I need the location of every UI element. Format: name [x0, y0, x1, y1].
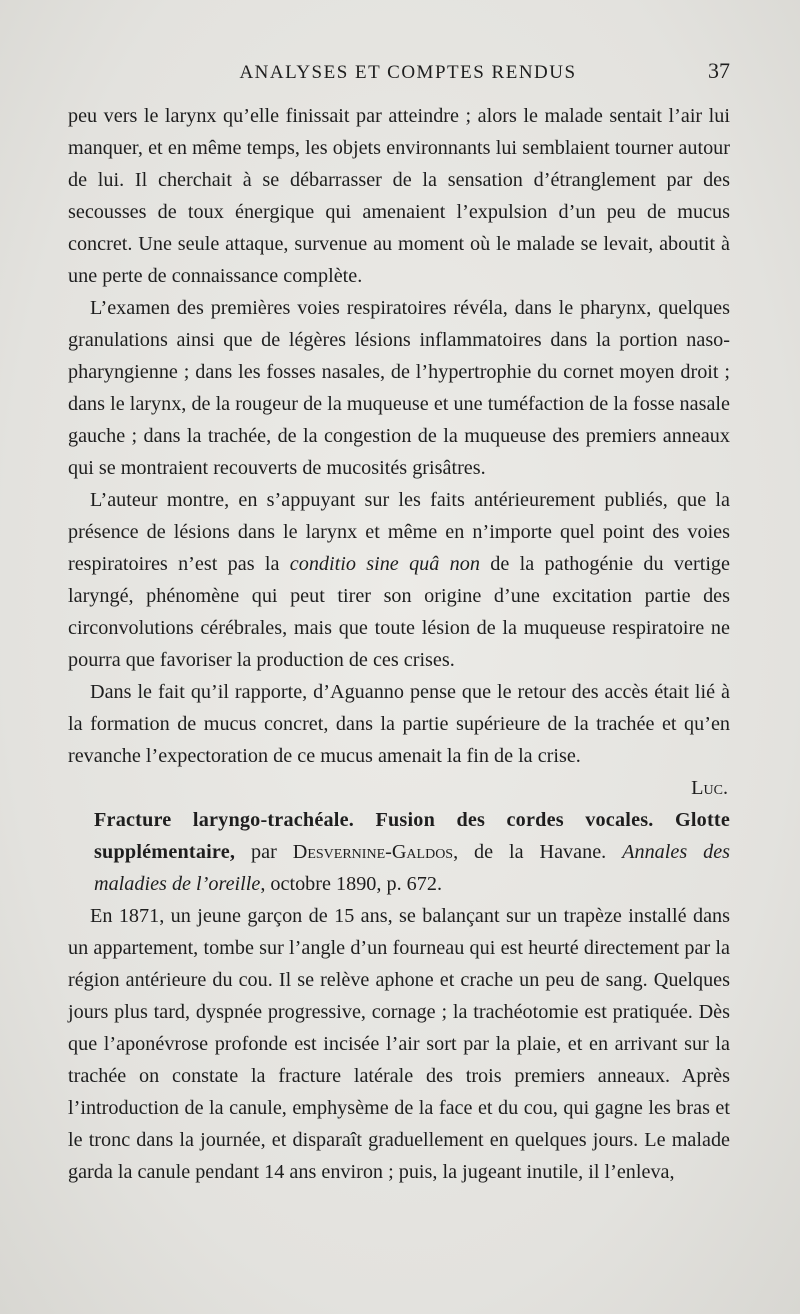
- latin-phrase: conditio sine quâ non: [289, 553, 480, 575]
- paragraph-examination: L’examen des premières voies respiratoires révéla, dans le pharynx, quelques granulations ainsi que de légères lésions inflammatoires dans la portion naso-pharyngienne ; dans les fosses nasales, de l’hypertrophie du cornet moyen droit ; dans le larynx, de la rougeur de la muqueuse et une tuméfaction de la fosse nasale gauche ; dans la trachée, de la congestion de la muqueuse des premiers anneaux qui se montraient recouverts de mucosités grisâtres.: [68, 297, 730, 479]
- journal-name: Annales des maladies de l’oreille: [94, 841, 731, 895]
- page-number: 37: [708, 58, 730, 83]
- running-header: [68, 58, 730, 94]
- paragraph-text: de la pathogénie du vertige laryngé, phénomène qui peut tirer son origine d’une excitation partie des circonvolutions cérébrales, mais que toute lésion de la muqueuse respiratoire ne pourra que favoriser la production de ces crises.: [68, 553, 730, 671]
- article-by: par: [235, 841, 293, 863]
- reviewer-signature: Luc.: [691, 777, 728, 799]
- paragraph-continued: peu vers le larynx qu’elle finissait par atteindre ; alors le malade sentait l’air lui manquer, et en même temps, les objets environnants lui semblaient tourner autour de lui. Il cherchait à se débarrasser de la sensation d’étranglement par des secousses de toux énergique qui amenaient l’expulsion d’un peu de mucus concret. Une seule attaque, survenue au moment où le malade se levait, aboutit à une perte de connaissance complète.: [68, 105, 730, 287]
- article-author: Desvernine-Galdos: [292, 841, 454, 863]
- paragraph-fracture-case: En 1871, un jeune garçon de 15 ans, se balançant sur un trapèze installé dans un appartement, tombe sur l’angle d’un fourneau qui est heurté directement par la région antérieure du cou. Il se relève aphone et crache un peu de sang. Quelques jours plus tard, dyspnée progressive, cornage ; la trachéotomie est pratiquée. Dès que l’aponévrose profonde est incisée l’air sort par la plaie, et en arrivant sur la trachée on constate la fracture latérale des trois premiers anneaux. Après l’introduction de la canule, emphysème de la face et du cou, qui gagne les bras et le tronc dans la journée, et disparaît graduellement en quelques jours. Le malade garda la canule pendant 14 ans environ ; puis, la jugeant inutile, il l’enleva,: [68, 905, 730, 1183]
- article-heading: [68, 804, 730, 900]
- paragraph-case-report: Dans le fait qu’il rapporte, d’Aguanno pense que le retour des accès était lié à la formation de mucus concret, dans la partie supérieure de la trachée et qu’en revanche l’expectoration de ce mucus amenait la fin de la crise.: [68, 681, 730, 767]
- body-text: [68, 100, 730, 1188]
- paragraph-text: L’auteur montre, en s’appuyant sur les faits antérieurement publiés, que la présence de lésions dans le larynx et même en n’importe quel point des voies respiratoires n’est pas la: [68, 489, 730, 575]
- article-place: , de la Havane.: [453, 841, 623, 863]
- article-title: Fracture laryngo-trachéale. Fusion des cordes vocales. Glotte supplémentaire,: [94, 809, 730, 863]
- article-citation: , octobre 1890, p. 672.: [260, 873, 442, 895]
- running-title: ANALYSES ET COMPTES RENDUS: [239, 62, 577, 83]
- paragraph-author-argument: [68, 484, 730, 676]
